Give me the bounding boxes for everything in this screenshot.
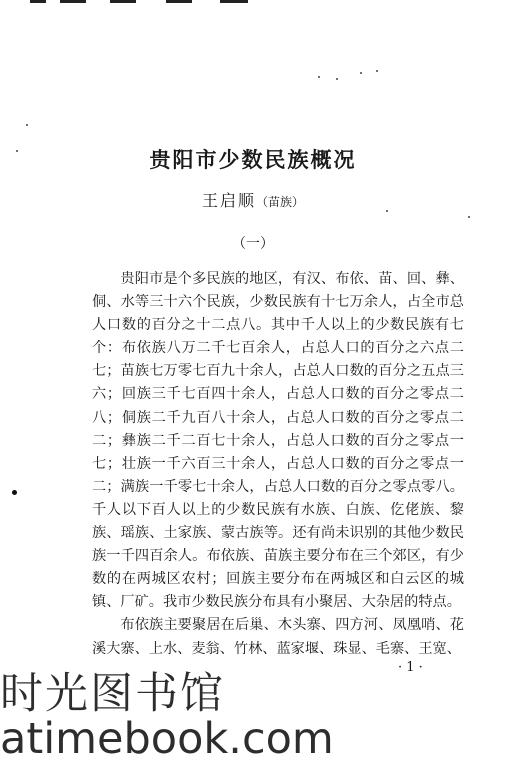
margin-dot <box>12 490 17 495</box>
watermark-url: atimebook.com <box>0 714 334 764</box>
top-edge-marks <box>0 0 506 8</box>
author-line <box>0 188 506 211</box>
author-ethnicity: （苗族） <box>256 195 305 209</box>
page-number: · 1 · <box>398 660 423 675</box>
author-name: 王启顺 <box>201 191 256 210</box>
watermark-chinese: 时光图书馆 <box>0 669 225 719</box>
article-body <box>92 268 464 661</box>
paragraph-2: 布依族主要聚居在后巢、木头寨、四方河、凤凰哨、花溪大寨、上水、麦翁、竹林、蓝家堰、珠显、毛寨、王宽、 <box>92 617 464 657</box>
article-title: 贵阳市少数民族概况 <box>149 147 357 172</box>
section-marker: （一） <box>232 236 274 252</box>
paragraph-1: 贵阳市是个多民族的地区，有汉、布依、苗、回、彝、侗、水等三十六个民族，少数民族有十七万余人，占全市总人口数的百分之十二点八。其中千人以上的少数民族有七个：布依族八万二千七百余人，占总人口的百分之六点二七；苗族七万零七百九十余人，占总人口数的百分之五点三六；回族三千七百四十余人，占总人口数的百分之零点二八；侗族二千九百八十余人，占总人口数的百分之零点二二；彝族二千二百七十余人，占总人口数的百分之零点一七；壮族一千六百三十余人，占总人口数的百分之零点一二；满族一千零七十余人，占总人口数的百分之零点零八。千人以下百人以上的少数民族有水族、白族、仡佬族、黎族、瑶族、土家族、蒙古族等。还有尚未识别的其他少数民族一千四百余人。布依族、苗族主要分布在三个郊区，有少数的在两城区农村；回族主要分布在两城区和白云区的城镇、厂矿。我市少数民族分布具有小聚居、大杂居的特点。 <box>92 271 464 611</box>
